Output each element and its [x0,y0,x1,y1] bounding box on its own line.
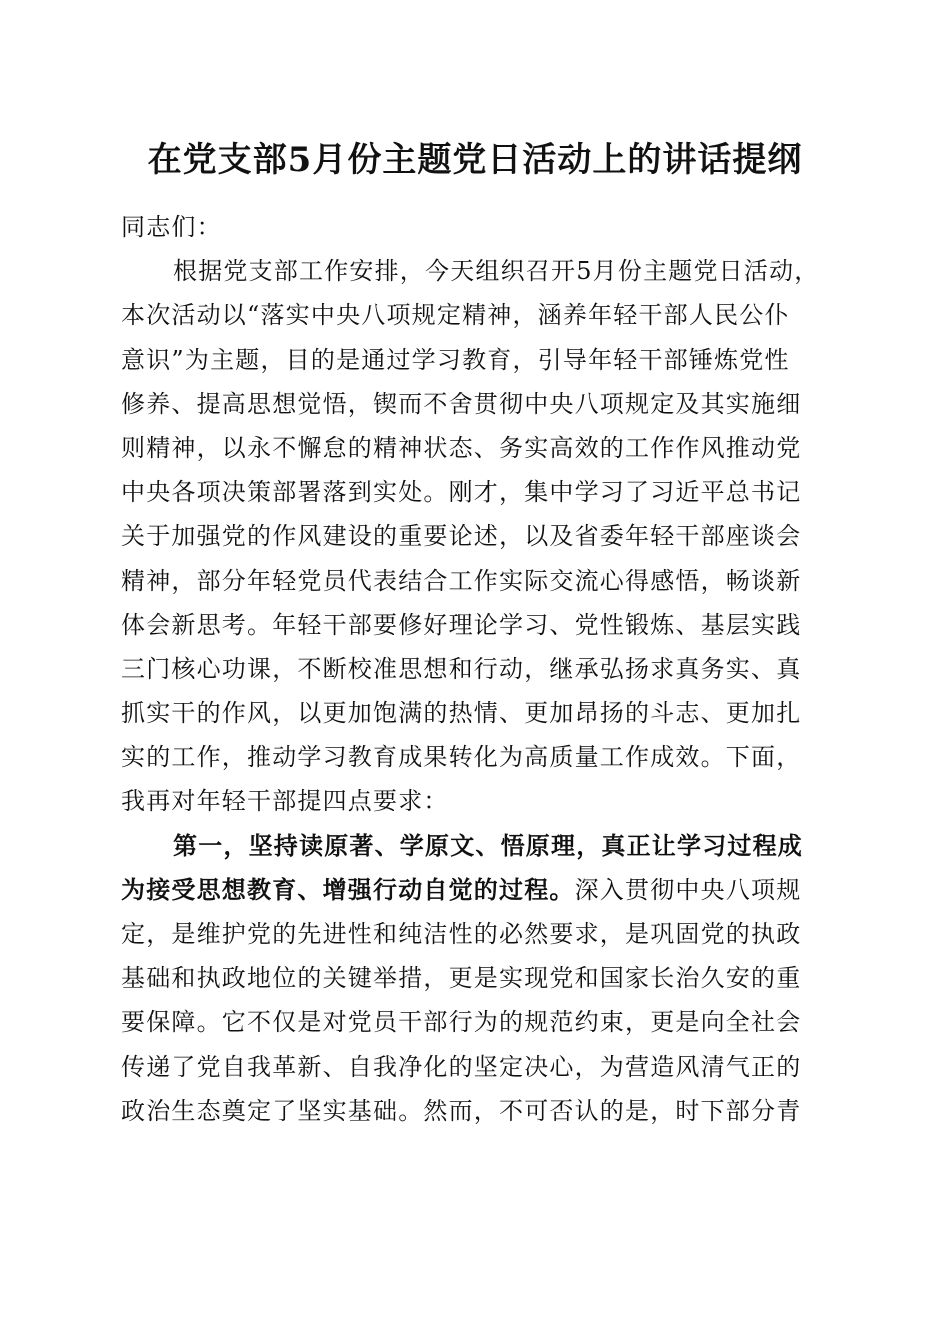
point-one-line: 政治生态奠定了坚实基础。然而，不可否认的是，时下部分青 [121,1096,802,1125]
point-one-line: 传递了党自我革新、自我净化的坚定决心，为营造风清气正的 [121,1052,802,1081]
point-one-line: 定，是维护党的先进性和纯洁性的必然要求，是巩固党的执政 [121,920,802,948]
intro-line: 抓实干的作风，以更加饱满的热情、更加昂扬的斗志、更加扎 [121,699,802,728]
point-one-text-start: 深入贯彻中央八项规 [574,875,802,904]
point-one-heading: 第一，坚持读原著、学原文、悟原理，真正让学习过程成 [173,830,803,860]
intro-line: 意识”为主题，目的是通过学习教育，引导年轻干部锤炼党性 [121,345,790,374]
intro-line: 体会新思考。年轻干部要修好理论学习、党性锻炼、基层实践 [121,610,802,639]
intro-line: 修养、提高思想觉悟，锲而不舍贯彻中央八项规定及其实施细 [121,389,802,418]
point-one-heading-end: 为接受思想教育、增强行动自觉的过程。 [121,874,575,904]
point-one-heading-continued [121,868,841,912]
intro-line: 三门核心功课，不断校准思想和行动，继承弘扬求真务实、真 [121,654,802,683]
intro-line: 关于加强党的作风建设的重要论述，以及省委年轻干部座谈会 [121,522,802,551]
intro-line: 实的工作，推动学习教育成果转化为高质量工作成效。下面， [121,743,802,772]
document-body [121,205,841,1133]
intro-line: 则精神，以永不懈怠的精神状态、务实高效的工作作风推动党 [121,433,802,462]
intro-line: 根据党支部工作安排，今天组织召开5月份主题党日活动， [173,257,820,286]
intro-line: 中央各项决策部署落到实处。刚才，集中学习了习近平总书记 [121,478,802,507]
intro-line: 精神，部分年轻党员代表结合工作实际交流心得感悟，畅谈新 [121,566,802,595]
salutation: 同志们： [121,213,222,241]
intro-line: 我再对年轻干部提四点要求： [121,787,449,816]
point-one-line: 要保障。它不仅是对党员干部行为的规范约束，更是向全社会 [121,1008,802,1037]
intro-line: 本次活动以“落实中央八项规定精神，涵养年轻干部人民公仆 [121,301,790,330]
document-title: 在党支部5月份主题党日活动上的讲话提纲 [147,140,803,180]
point-one-line: 基础和执政地位的关键举措，更是实现党和国家长治久安的重 [121,964,802,993]
